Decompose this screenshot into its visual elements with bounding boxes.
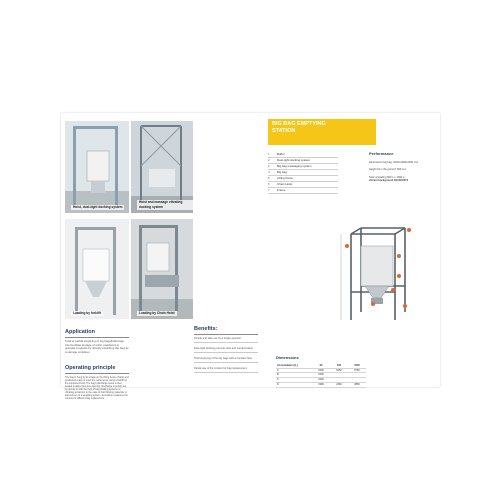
part-number: 7 <box>268 188 270 192</box>
title-banner <box>268 119 376 145</box>
operating-heading: Operating principle <box>65 365 116 371</box>
table-cell: 6750 <box>348 368 366 373</box>
part-label: Lifting frame <box>277 176 293 180</box>
table-cell: 1600 <box>312 373 330 378</box>
part-label: Chain Hoist <box>277 182 292 186</box>
divider <box>65 373 129 374</box>
photo-caption: Loading by forklift <box>73 311 101 315</box>
performance-height: Height from the ground: 650 mm <box>369 168 407 172</box>
table-cell: D <box>276 382 312 387</box>
benefits-heading: Benefits: <box>194 326 218 332</box>
photo-hoist-docking <box>65 121 129 213</box>
table-cell: 3860 <box>348 382 366 387</box>
station-photo-image <box>131 219 193 319</box>
emptying-station-drawing <box>333 226 415 326</box>
parts-list <box>268 152 338 194</box>
table-cell: A <box>276 368 312 373</box>
photo-chain-hoist-loading <box>131 219 193 319</box>
table-cell: 6400 <box>312 368 330 373</box>
part-label: Big bag massaging system <box>277 164 312 168</box>
benefit-item: Dust-tight docking prevents dust and contamination. <box>194 347 258 353</box>
table-cell: 1980 <box>312 382 330 387</box>
table-header-cell: 100 <box>330 364 348 368</box>
brochure-page <box>61 113 440 400</box>
parts-list-item <box>268 188 338 194</box>
part-number: 6 <box>268 182 270 186</box>
table-header-cell: Accumulation [L] <box>276 364 312 368</box>
banner-title-line2: STATION <box>272 128 296 134</box>
photo-forklift-loading <box>65 219 129 319</box>
part-number: 4 <box>268 170 270 174</box>
application-heading: Application <box>65 329 95 335</box>
performance-tank <box>369 176 435 183</box>
photo-caption: Hoist, dust-tight docking system <box>73 205 123 209</box>
dimensions-heading: Dimensions <box>276 355 299 360</box>
table-cell: 6150 <box>330 368 348 373</box>
table-header-cell: 60 <box>312 364 330 368</box>
performance-tank-line: Tank unloading 500 L e 1000 L: <box>369 175 406 179</box>
performance-section <box>369 151 435 186</box>
table-cell: 2360 <box>330 382 348 387</box>
part-label: Big bag <box>277 170 287 174</box>
application-text: Total or partial emptying of big bags/bulk bags. Intermediate storage of solid, powdered or granular products by directly exploiting the bag as a storage container. <box>65 339 129 354</box>
divider <box>194 334 258 335</box>
table-row <box>276 382 366 387</box>
benefit-item: Simple and safe use by a single operator. <box>194 337 258 343</box>
part-number: 3 <box>268 164 270 168</box>
part-label: Frame <box>277 188 286 192</box>
divider <box>65 337 129 338</box>
performance-vibrant-line: vibrant background D1042/2073 <box>369 178 409 182</box>
table-cell: B <box>276 373 312 378</box>
part-number: 2 <box>268 158 270 162</box>
photo-caption: Loading by Chain Hoist <box>139 311 175 315</box>
table-cell: 1600 <box>312 378 330 383</box>
performance-heading: Performance <box>369 151 394 156</box>
photo-vibrating-docking <box>131 121 193 213</box>
table-header-cell: 1000 <box>348 364 366 368</box>
banner-title-line1: BIG BAG EMPTYING <box>272 121 326 127</box>
benefit-item: Total emptying of the big bags with a constant flow. <box>194 357 258 363</box>
dimensions-table <box>276 364 366 388</box>
machine-diagram <box>333 226 415 326</box>
part-label: Buffer <box>277 152 285 156</box>
operating-text: The bag is hung by its straps on the lifting device (Tank) and positioned ready to enter the outlet spout using a forklift on the supported hold. The bag's discharge spout is then sealed to allow dust-free opening. Discharge is performed by gravity or with the help of bag shaking systems or vibrating extractors in the case of hard flowing materials. A load screen or a weighing system, accurately measures the content for different bag replacement. <box>65 376 129 400</box>
table-cell: C <box>276 378 312 383</box>
station-photo-image <box>65 121 129 213</box>
benefit-item: Partial use of the content for bag replacement. <box>194 367 258 373</box>
station-photo-image <box>65 219 129 319</box>
part-number: 5 <box>268 176 270 180</box>
part-number: 1 <box>268 152 270 156</box>
photo-caption: Hoist and massage vibrating docking system <box>137 200 193 210</box>
part-label: Dust-tight docking system <box>277 158 311 162</box>
performance-bag-dimensions: Dimensions big bag: 1000x1000x2000 mm <box>369 161 419 164</box>
